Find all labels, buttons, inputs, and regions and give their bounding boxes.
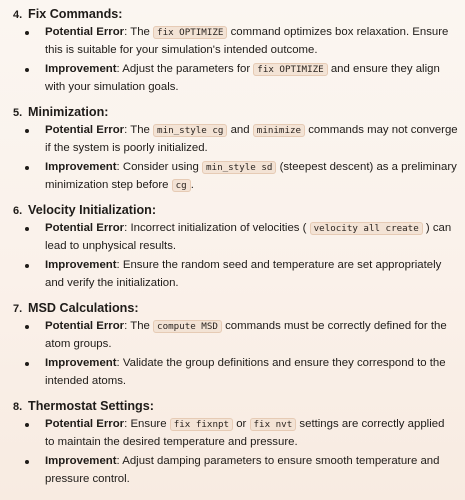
- bullet-icon: [25, 264, 29, 268]
- inline-code: min_style sd: [202, 161, 276, 174]
- text-run: (steepest descent) as a preliminary: [276, 161, 457, 173]
- bullet-icon: [25, 227, 29, 231]
- text-run: : The: [124, 26, 154, 38]
- item-text: [45, 416, 460, 451]
- section-title: Fix Commands:: [28, 7, 123, 21]
- text-run: : The: [124, 320, 154, 332]
- section-number: 4.: [13, 9, 23, 21]
- item-label: Potential Error: [45, 418, 125, 430]
- item-label: Potential Error: [45, 124, 125, 136]
- inline-code: compute MSD: [153, 320, 222, 333]
- section-number: 5.: [13, 107, 23, 119]
- section-heading: [13, 104, 108, 121]
- text-run: : Ensure: [124, 418, 170, 430]
- item-text: [45, 220, 460, 255]
- inline-code: fix OPTIMIZE: [253, 63, 327, 76]
- text-run: or: [233, 418, 250, 430]
- inline-code: cg: [172, 179, 191, 192]
- item-label: Improvement: [45, 63, 117, 75]
- item-label: Potential Error: [45, 222, 125, 234]
- text-run: this is suitable for your simulation's intended outcome.: [45, 43, 318, 56]
- item-label: Improvement: [45, 259, 117, 271]
- text-run: : Incorrect initialization of velocities (: [124, 222, 310, 234]
- text-run: to maintain the desired temperature and pressure.: [45, 435, 298, 448]
- item-text: [45, 355, 460, 390]
- text-run: and: [227, 124, 253, 136]
- text-run: : Consider using: [116, 161, 203, 173]
- text-run: commands may not converge: [305, 124, 458, 136]
- text-run: and verify the initialization.: [45, 276, 179, 289]
- item-label: Potential Error: [45, 26, 125, 38]
- section-heading: [13, 6, 122, 23]
- inline-code: min_style cg: [153, 124, 227, 137]
- bullet-icon: [25, 423, 29, 427]
- item-text: [45, 318, 460, 353]
- text-run: commands must be correctly defined for the: [221, 320, 447, 332]
- item-text: [45, 159, 460, 194]
- bullet-icon: [25, 460, 29, 464]
- inline-code: minimize: [253, 124, 305, 137]
- text-run: command optimizes box relaxation. Ensure: [227, 26, 449, 38]
- section-heading: [13, 300, 139, 317]
- text-run: : Adjust damping parameters to ensure smooth temperature and: [116, 455, 440, 467]
- section-title: Minimization:: [28, 105, 109, 119]
- text-run: settings are correctly applied: [296, 418, 445, 430]
- bullet-icon: [25, 31, 29, 35]
- text-run: : Ensure the random seed and temperature are set appropriately: [116, 259, 442, 271]
- item-text: [45, 61, 460, 96]
- section-heading: [13, 202, 156, 219]
- inline-code: fix fixnpt: [170, 418, 233, 431]
- section-title: MSD Calculations:: [28, 301, 139, 315]
- section-number: 7.: [13, 303, 23, 315]
- text-run: ) can: [422, 222, 452, 234]
- item-text: [45, 453, 460, 488]
- section-number: 6.: [13, 205, 23, 217]
- text-run: : Validate the group definitions and ensure they correspond to the: [116, 357, 446, 369]
- inline-code: fix OPTIMIZE: [153, 26, 227, 39]
- bullet-icon: [25, 129, 29, 133]
- bullet-icon: [25, 362, 29, 366]
- text-run: intended atoms.: [45, 374, 127, 387]
- inline-code: fix nvt: [250, 418, 297, 431]
- section-title: Velocity Initialization:: [28, 203, 157, 217]
- item-text: [45, 257, 460, 292]
- bullet-icon: [25, 68, 29, 72]
- text-run: .: [190, 178, 194, 191]
- item-label: Improvement: [45, 357, 117, 369]
- item-label: Potential Error: [45, 320, 125, 332]
- section-heading: [13, 398, 154, 415]
- text-run: and ensure they align: [327, 63, 440, 75]
- item-label: Improvement: [45, 161, 117, 173]
- bullet-icon: [25, 166, 29, 170]
- text-run: with your simulation goals.: [45, 80, 179, 93]
- text-run: lead to unphysical results.: [45, 239, 177, 252]
- text-run: atom groups.: [45, 337, 112, 350]
- text-run: minimization step before: [45, 178, 172, 191]
- section-title: Thermostat Settings:: [28, 399, 154, 413]
- bullet-icon: [25, 325, 29, 329]
- inline-code: velocity all create: [310, 222, 423, 235]
- text-run: pressure control.: [45, 472, 130, 485]
- text-run: : Adjust the parameters for: [116, 63, 254, 75]
- text-run: : The: [124, 124, 154, 136]
- item-text: [45, 24, 460, 59]
- section-number: 8.: [13, 401, 23, 413]
- item-text: [45, 122, 460, 157]
- item-label: Improvement: [45, 455, 117, 467]
- text-run: if the system is poorly initialized.: [45, 141, 208, 154]
